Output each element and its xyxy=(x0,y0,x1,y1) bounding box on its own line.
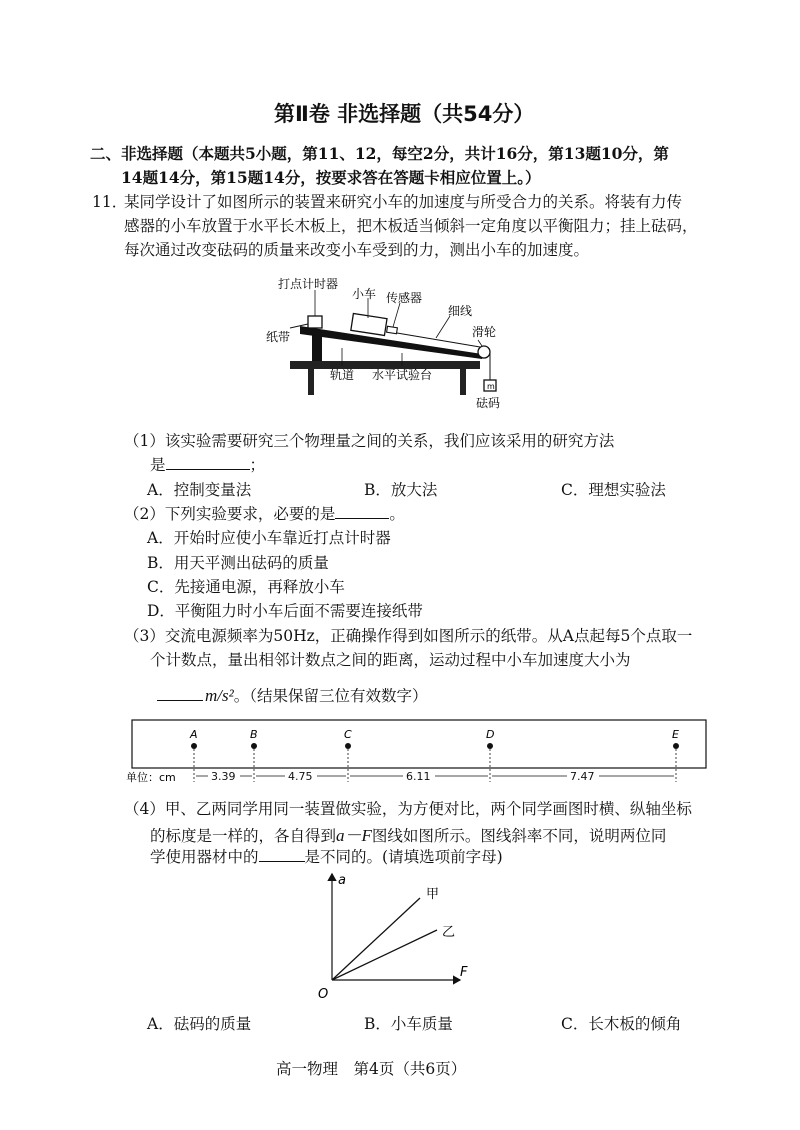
q11-p4-option-a: A．砝码的质量 xyxy=(147,1015,252,1033)
q11-p4-stem-line3: 学使用器材中的 是不同的。(请填选项前字母) xyxy=(150,848,503,866)
answer-blank-4[interactable] xyxy=(259,847,305,862)
label-weight: 砝码 xyxy=(476,396,501,410)
tape-strip xyxy=(132,720,706,768)
answer-blank-1[interactable] xyxy=(166,455,250,470)
tape-distance-label-0: 3.39 xyxy=(211,770,236,783)
y-axis-label: a xyxy=(338,873,346,888)
q11-p4-stem: （4）甲、乙两同学用同一装置做实验，为方便对比，两个同学画图时横、纵轴坐标 xyxy=(124,800,692,818)
section-header-line1: 二、非选择题（本题共5小题，第11、12，每空2分，共计16分，第13题10分，第 xyxy=(90,144,669,163)
label-sensor: 传感器 xyxy=(386,291,423,305)
q11-intro-line2: 感器的小车放置于水平长木板上，把木板适当倾斜一定角度以平衡阻力；挂上砝码， xyxy=(124,217,698,235)
q11-p4-option-b: B．小车质量 xyxy=(364,1015,453,1033)
q11-p4-option-c: C．长木板的倾角 xyxy=(561,1015,682,1033)
tape-distance-label-2: 6.11 xyxy=(406,770,431,783)
origin-label: O xyxy=(318,987,329,1002)
q11-p2-option-b: B．用天平测出砝码的质量 xyxy=(147,554,329,572)
section-header-line2: 14题14分，第15题14分，按要求答在答题卡相应位置上。） xyxy=(121,168,541,187)
paper-tape-figure xyxy=(124,716,714,786)
question-number: 11． xyxy=(92,193,128,211)
label-car: 小车 xyxy=(352,287,377,301)
q11-p1-option-c: C．理想实验法 xyxy=(561,481,666,499)
table-leg-left xyxy=(308,369,314,395)
tape-point-dot-E xyxy=(673,743,679,749)
answer-blank-3[interactable] xyxy=(157,686,203,701)
a-f-graph xyxy=(310,868,490,1008)
label-timer: 打点计时器 xyxy=(278,277,339,291)
q11-p1-stem-line2: 是 ； xyxy=(150,456,266,474)
tape-point-dot-D xyxy=(487,743,493,749)
car-body xyxy=(351,314,387,336)
line-yi xyxy=(332,930,437,980)
x-axis-label: F xyxy=(460,965,468,980)
tape-point-label-A: A xyxy=(190,728,198,741)
answer-blank-2[interactable] xyxy=(335,504,389,519)
q11-p3-stem: （3）交流电源频率为50Hz，正确操作得到如图所示的纸带。从A点起每5个点取一 xyxy=(124,627,693,645)
label-tape: 纸带 xyxy=(266,330,291,344)
tape-point-dot-A xyxy=(191,743,197,749)
q11-p2-option-a: A．开始时应使小车靠近打点计时器 xyxy=(147,529,391,547)
label-track: 轨道 xyxy=(330,368,355,382)
q11-p1-stem: （1）该实验需要研究三个物理量之间的关系，我们应该采用的研究方法 xyxy=(124,432,615,450)
sensor-box xyxy=(387,326,398,333)
timer-box xyxy=(308,316,322,328)
tape-point-dot-B xyxy=(251,743,257,749)
tape-distance-label-1: 4.75 xyxy=(288,770,313,783)
yi-label: 乙 xyxy=(442,925,456,940)
pulley xyxy=(478,346,490,358)
tape-distance-label-3: 7.47 xyxy=(570,770,595,783)
q11-intro-line1: 某同学设计了如图所示的装置来研究小车的加速度与所受合力的关系。将装有力传 xyxy=(124,193,683,211)
q11-p2-option-c: C．先接通电源，再释放小车 xyxy=(147,578,345,596)
unit-label: m/s² xyxy=(205,686,234,705)
q11-p2-option-d: D．平衡阻力时小车后面不需要连接纸带 xyxy=(147,602,423,620)
tape-point-label-D: D xyxy=(486,728,495,741)
label-table: 水平试验台 xyxy=(372,368,433,382)
q11-p1-option-b: B．放大法 xyxy=(364,481,438,499)
q11-p3-answer-line: m/s²。（结果保留三位有效数字） xyxy=(157,684,427,706)
page-footer: 高一物理 第4页（共6页） xyxy=(276,1060,467,1078)
tape-unit-label: 单位：cm xyxy=(126,771,176,784)
label-string: 细线 xyxy=(448,304,473,318)
tape-point-label-C: C xyxy=(344,728,352,741)
jia-label: 甲 xyxy=(426,887,440,902)
tape-point-label-B: B xyxy=(250,728,258,741)
q11-p2-stem: （2）下列实验要求，必要的是 。 xyxy=(124,505,405,523)
weight-mark: m xyxy=(487,382,495,391)
q11-p3-stem-line2: 个计数点，量出相邻计数点之间的距离，运动过程中小车加速度大小为 xyxy=(150,651,631,669)
q11-p1-option-a: A．控制变量法 xyxy=(147,481,252,499)
page-title: 第Ⅱ卷 非选择题（共54分） xyxy=(274,102,535,126)
apparatus-diagram xyxy=(260,268,520,418)
tape-point-label-E: E xyxy=(672,728,679,741)
line-jia xyxy=(332,898,420,980)
q11-p4-stem-line2: 的标度是一样的，各自得到a－F图线如图所示。图线斜率不同，说明两位同 xyxy=(150,826,667,845)
tape-point-dot-C xyxy=(345,743,351,749)
table-leg-right xyxy=(460,369,466,395)
q11-intro-line3: 每次通过改变砝码的质量来改变小车受到的力，测出小车的加速度。 xyxy=(124,241,590,259)
label-pulley: 滑轮 xyxy=(472,325,497,339)
